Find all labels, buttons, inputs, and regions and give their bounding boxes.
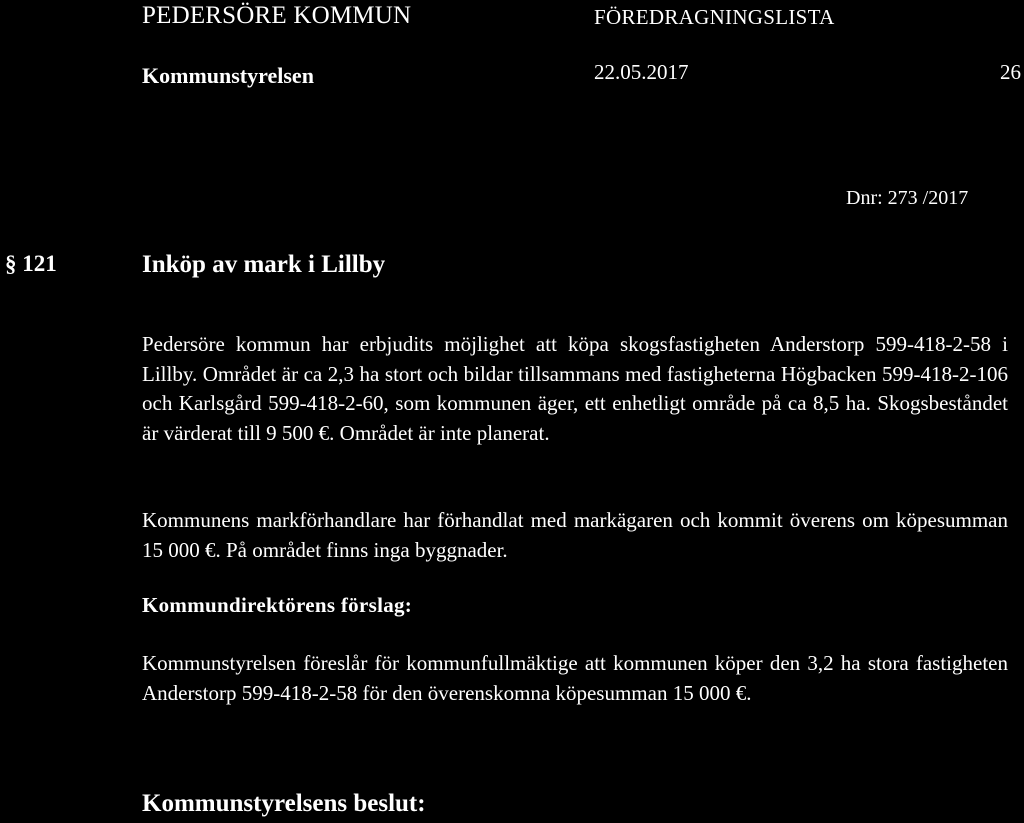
organization-name: PEDERSÖRE KOMMUN [142,2,412,29]
page-number: 26 [1000,60,1021,84]
document-type: FÖREDRAGNINGSLISTA [594,5,835,29]
meeting-date: 22.05.2017 [594,60,689,84]
body-paragraph: Kommunens markförhandlare har förhandlat med markägaren och kommit överens om köpesumman 15 000 €. På området finns inga byggnader. [142,508,1008,562]
diary-number: Dnr: 273 /2017 [846,187,969,209]
decision-heading: Kommunstyrelsens beslut: [142,790,426,817]
proposal-text: Kommunstyrelsen föreslår för kommunfullmäktige att kommunen köper den 3,2 ha stora fastigheten Anderstorp 599-418-2-58 för den överenskomna köpesumman 15 000 €. [142,651,1008,705]
proposal-heading: Kommundirektörens förslag: [142,593,413,617]
section-number: § 121 [5,251,57,276]
body-paragraph: Pedersöre kommun har erbjudits möjlighet att köpa skogsfastigheten Anderstorp 599-418-2-58 i Lillby. Området är ca 2,3 ha stort och bildar tillsammans med fastigheterna Högbacken 599-418-2-106 och Karlsgård 599-418-2-60, som kommunen äger, ett enhetligt område på ca 8,5 ha. Skogsbeståndet är värderat till 9 500 €. Området är inte planerat. [142,332,1008,445]
governing-body: Kommunstyrelsen [142,63,314,88]
section-title: Inköp av mark i Lillby [142,251,386,278]
